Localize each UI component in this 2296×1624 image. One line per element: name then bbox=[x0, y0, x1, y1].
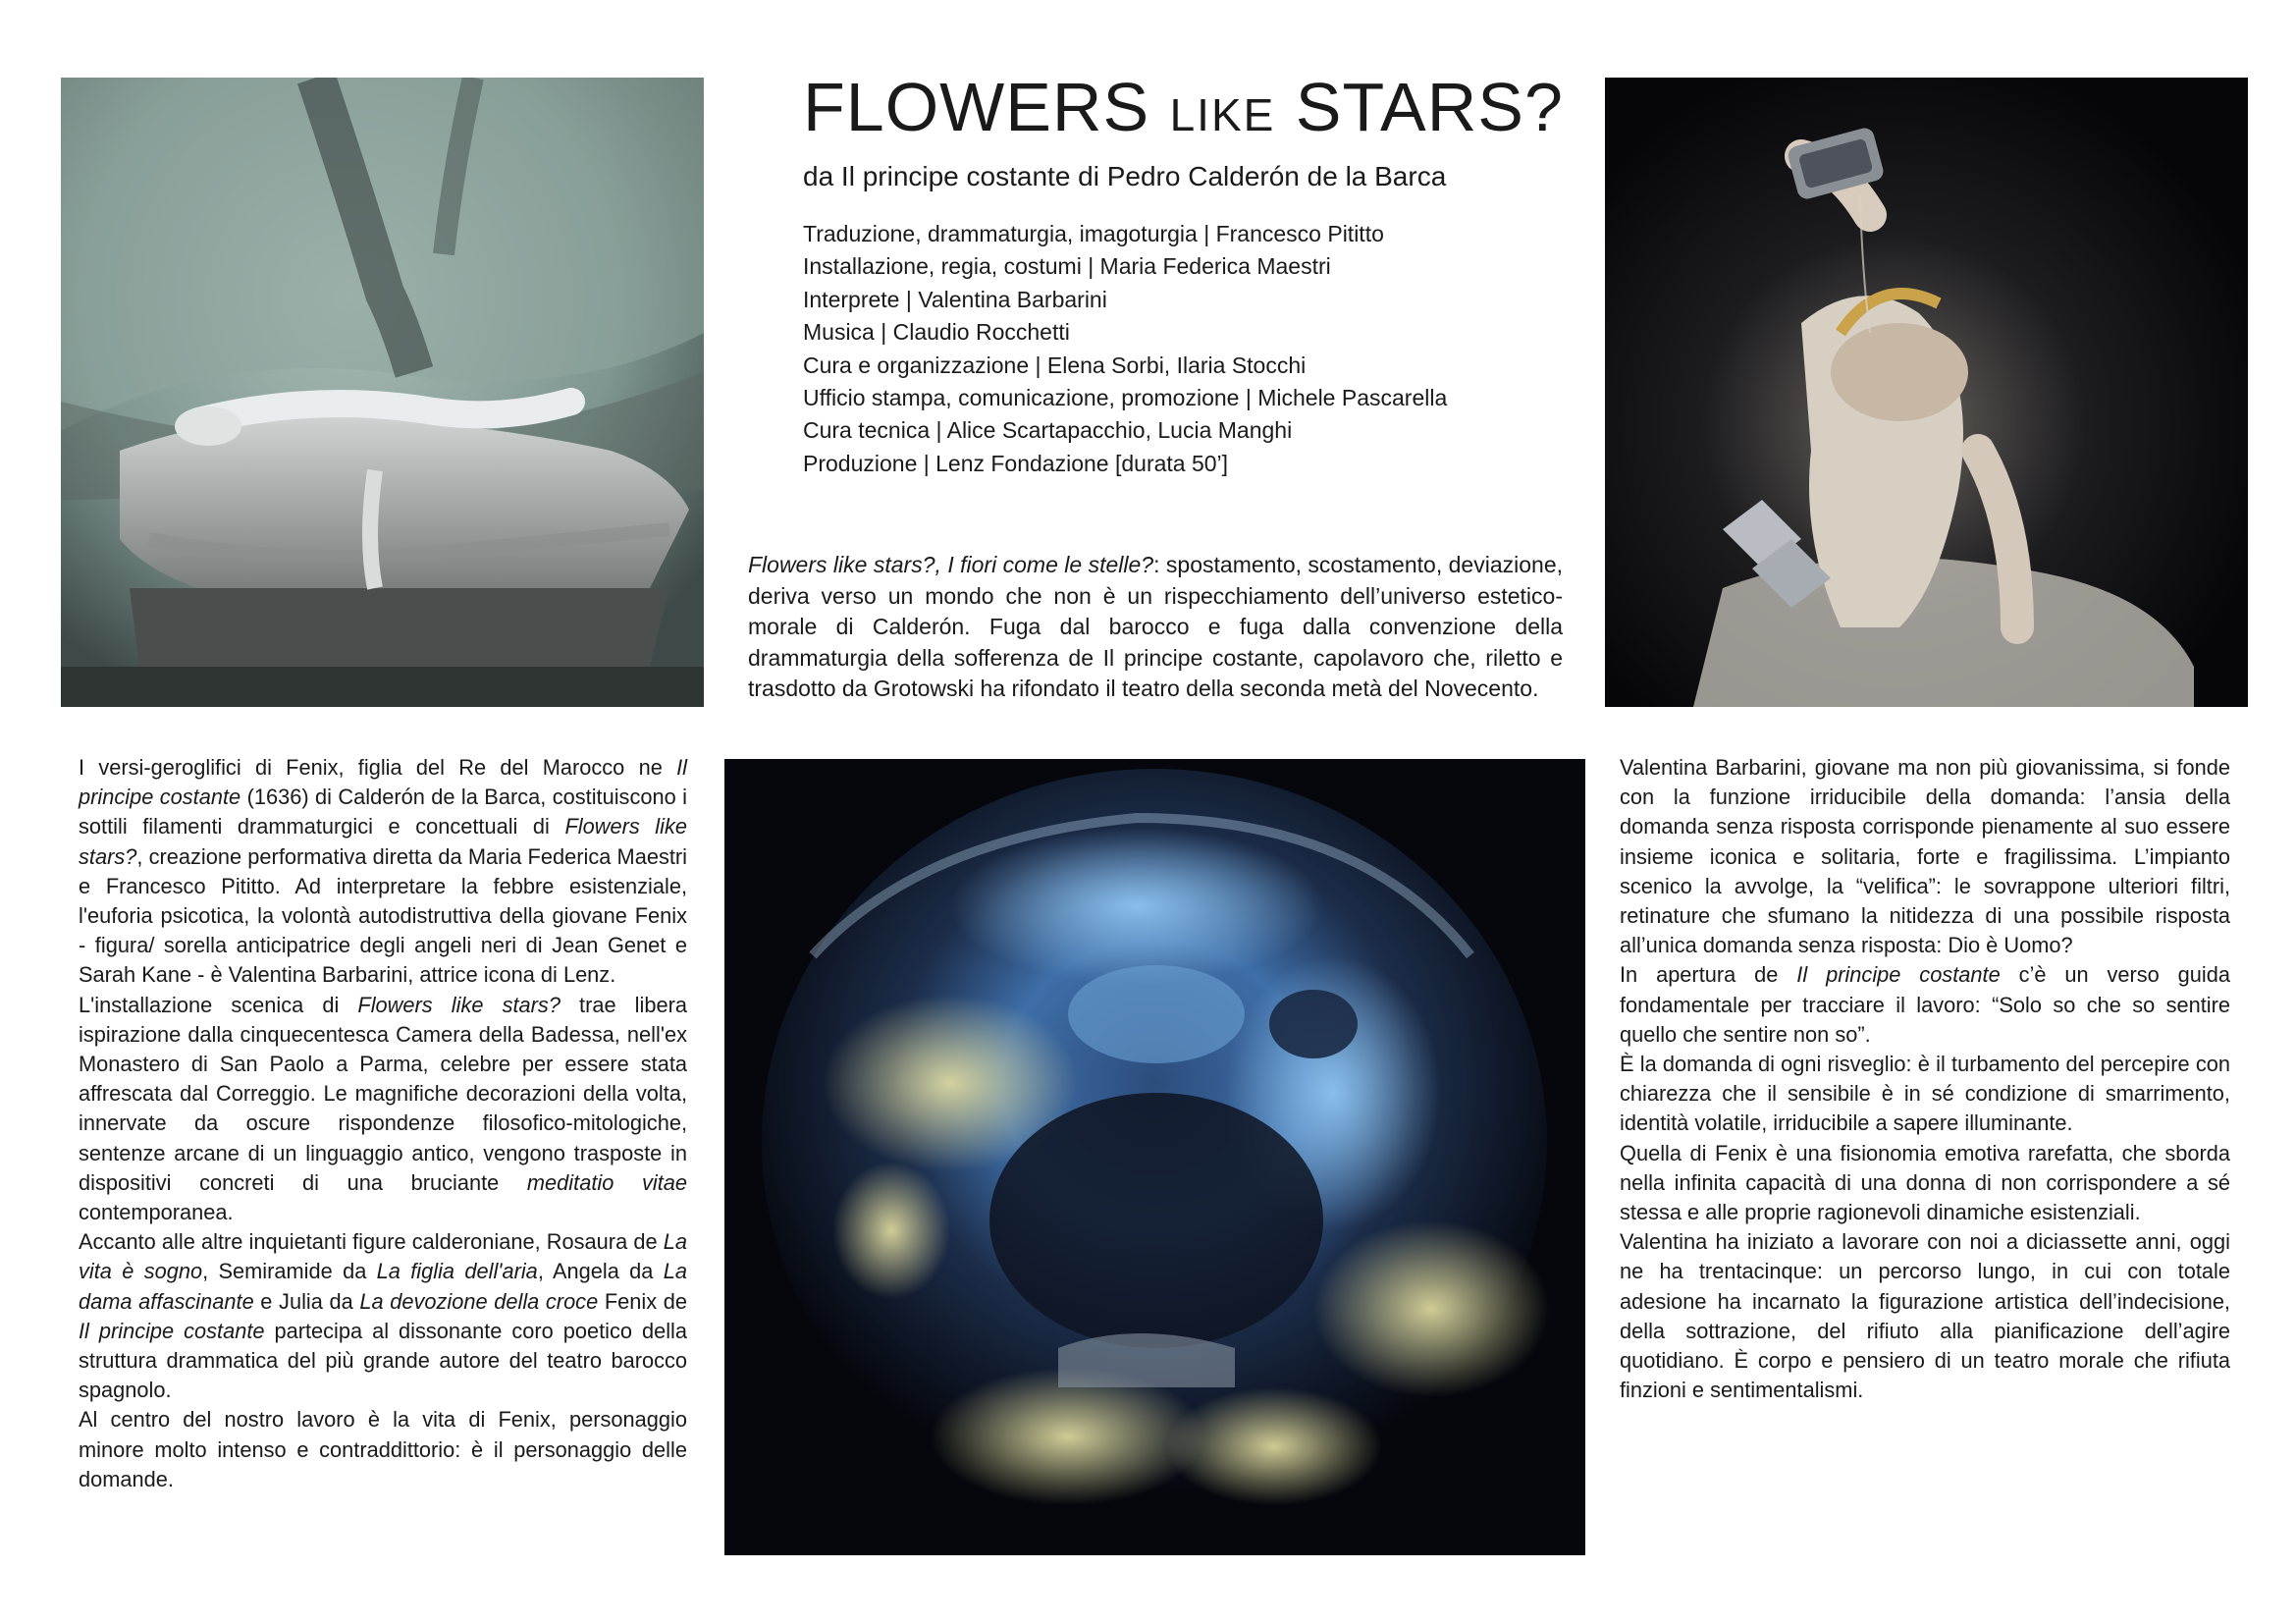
left-text-column bbox=[79, 753, 687, 1494]
right-paragraph-5: Valentina ha iniziato a lavorare con noi a diciassette anni, oggi ne ha trentacinque: un percorso lungo, in cui con totale adesione ha incarnato la figurazione artistica dell’indecisione, della sottrazione, del rifiuto alla pianificazione dell’agire quotidiano. È corpo e pensiero di un teatro morale che rifiuta finzioni e sentimentalismi. bbox=[1620, 1229, 2230, 1403]
photo-swirl-projection bbox=[724, 759, 1585, 1555]
text-run: trae libera ispirazione dalla cinquecentesca Camera della Badessa, nell'ex Monastero di San Paolo a Parma, celebre per essere stata affrescata dal Correggio. Le magnifiche decorazioni della volta, innervate da oscure rispondenze filosofico-mitologiche, sentenze arcane di un linguaggio antico, vengono trasposte in dispositivi concreti di una bruciante bbox=[79, 992, 687, 1195]
title-part-like: LIKE bbox=[1169, 89, 1276, 140]
text-run: In apertura de bbox=[1620, 962, 1797, 988]
credits-list bbox=[803, 218, 1588, 480]
title-part-flowers: FLOWERS bbox=[803, 69, 1170, 145]
text-run-italic: La figlia dell'aria bbox=[376, 1259, 538, 1284]
intro-text: : spostamento, scostamento, deviazione, deriva verso un mondo che non è un rispecchiamento dell’universo estetico-morale di Calderón. Fuga dal barocco e fuga dalla convenzione della drammaturgia della sofferenza de Il principe costante, capolavoro che, riletto e trasdotto da Grotowski ha rifondato il teatro della seconda metà del Novecento. bbox=[748, 552, 1563, 701]
right-paragraph-3: È la domanda di ogni risveglio: è il turbamento del percepire con chiarezza che il sensibile è in sé condizione di smarrimento, identità volatile, irriducibile a sapere illuminante. bbox=[1620, 1052, 2230, 1136]
subtitle: da Il principe costante di Pedro Calderón de la Barca bbox=[803, 161, 1447, 191]
credit-line: Traduzione, drammaturgia, imagoturgia | Francesco Pititto bbox=[803, 221, 1384, 246]
text-run: (1636) di Calderón de la Barca, costituiscono i sottili filamenti drammaturgici e concettuali di bbox=[79, 785, 687, 839]
text-run-italic: Flowers like stars? bbox=[79, 814, 687, 869]
photo-performer-pouring bbox=[1605, 78, 2248, 707]
credit-line: Cura e organizzazione | Elena Sorbi, Ilaria Stocchi bbox=[803, 352, 1307, 378]
text-run: Accanto alle altre inquietanti figure calderoniane, Rosaura de bbox=[79, 1229, 664, 1255]
title-part-stars: STARS? bbox=[1275, 69, 1564, 145]
right-paragraph-1: Valentina Barbarini, giovane ma non più giovanissima, si fonde con la funzione irriducibile della domanda: l’ansia della domanda senza risposta corrisponde pienamente al suo essere insieme iconica e solitaria, forte e fragilissima. L’impianto scenico la avvolge, la “velifica”: le sovrappone ulteriori filtri, retinature che sfumano la nitidezza di una possibile risposta all’unica domanda senza risposta: Dio è Uomo? bbox=[1620, 755, 2230, 958]
credit-line: Produzione | Lenz Fondazione [durata 50’] bbox=[803, 450, 1229, 476]
intro-paragraph bbox=[748, 550, 1563, 705]
text-run-italic: meditatio vitae bbox=[526, 1169, 687, 1195]
text-run: e Julia da bbox=[253, 1288, 360, 1314]
left-paragraph-2 bbox=[79, 991, 687, 1228]
photo-reclining-figure bbox=[61, 78, 704, 707]
text-run: , creazione performativa diretta da Maria Federica Maestri e Francesco Pititto. Ad interpretare la febbre esistenziale, l'euforia psicotica, la volontà autodistruttiva della giovane Fenix - figura/ sorella anticipatrice degli angeli neri di Jean Genet e Sarah Kane - è Valentina Barbarini, attrice icona di Lenz. bbox=[79, 843, 687, 988]
text-run: Fenix de bbox=[598, 1288, 688, 1314]
intro-italic: Flowers like stars?, I fiori come le stelle? bbox=[748, 552, 1154, 577]
credit-line: Interprete | Valentina Barbarini bbox=[803, 286, 1107, 312]
left-paragraph-4: Al centro del nostro lavoro è la vita di Fenix, personaggio minore molto intenso e contraddittorio: è il personaggio delle domande. bbox=[79, 1407, 687, 1491]
text-run-italic: Flowers like stars? bbox=[357, 992, 561, 1017]
text-run: L'installazione scenica di bbox=[79, 992, 358, 1017]
text-run-italic: La devozione della croce bbox=[359, 1288, 599, 1314]
text-run-italic: Il principe costante bbox=[79, 1318, 265, 1343]
left-paragraph-3 bbox=[79, 1227, 687, 1405]
right-paragraph-2 bbox=[1620, 960, 2230, 1050]
text-run-italic: Il principe costante bbox=[79, 755, 687, 810]
page-title bbox=[803, 63, 1569, 159]
credit-line: Musica | Claudio Rocchetti bbox=[803, 319, 1070, 346]
text-run-italic: La dama affascinante bbox=[79, 1259, 688, 1314]
credit-line: Installazione, regia, costumi | Maria Federica Maestri bbox=[803, 253, 1331, 280]
right-paragraph-4: Quella di Fenix è una fisionomia emotiva rarefatta, che sborda nella infinita capacità di una donna di non corrispondere a sé stessa e alle proprie ragionevoli dinamiche esistenziali. bbox=[1620, 1140, 2230, 1225]
credit-line: Cura tecnica | Alice Scartapacchio, Lucia Manghi bbox=[803, 417, 1293, 444]
text-run: c’è un verso guida fondamentale per tracciare il lavoro: “Solo so che so sentire quello che sentire non so”. bbox=[1620, 962, 2231, 1047]
text-run: , Angela da bbox=[537, 1259, 664, 1284]
text-run: contemporanea. bbox=[79, 1200, 234, 1225]
text-run: , Semiramide da bbox=[202, 1259, 377, 1284]
right-text-column bbox=[1620, 753, 2230, 1405]
credit-line: Ufficio stampa, comunicazione, promozione | Michele Pascarella bbox=[803, 385, 1448, 411]
text-run-italic: Il principe costante bbox=[1796, 962, 2001, 988]
text-run: partecipa al dissonante coro poetico della struttura drammatica del più grande autore del teatro barocco spagnolo. bbox=[79, 1318, 688, 1403]
text-run-italic: La vita è sogno bbox=[79, 1229, 687, 1284]
text-run: I versi-geroglifici di Fenix, figlia del Re del Marocco ne bbox=[79, 755, 677, 780]
left-paragraph-1 bbox=[79, 753, 687, 991]
